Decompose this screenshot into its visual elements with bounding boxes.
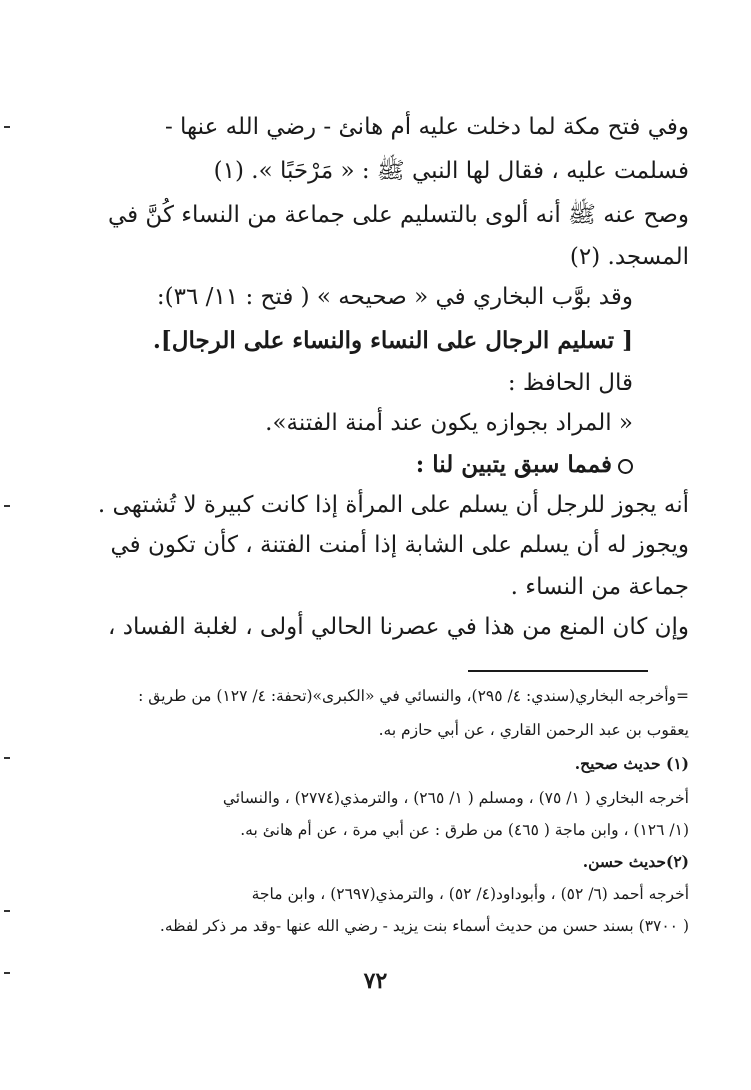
margin-mark <box>4 910 10 912</box>
body-line: وقد بوَّب البخاري في « صحيحه » ( فتح : ١١/ ٣٦): <box>156 284 633 310</box>
footnote-heading: (١) حديث صحيح. <box>574 754 689 773</box>
section-heading: [ تسليم الرجال على النساء والنساء على الرجال]. <box>152 327 633 354</box>
margin-mark <box>4 126 10 128</box>
body-line: ويجوز له أن يسلم على الشابة إذا أمنت الفتنة ، كأن تكون في <box>110 532 689 558</box>
body-line: قال الحافظ : <box>507 370 633 396</box>
body-line: وصح عنه ﷺ أنه ألوى بالتسليم على جماعة من النساء كُنَّ في <box>107 202 689 228</box>
subheading: فمما سبق يتبين لنا : <box>62 448 633 482</box>
body-line: أنه يجوز للرجل أن يسلم على المرأة إذا كانت كبيرة لا تُشتهى . <box>97 492 689 518</box>
footnote-line: ( ٣٧٠٠) بسند حسن من حديث أسماء بنت يزيد - رضي الله عنها -وقد مر ذكر لفظه. <box>159 917 689 935</box>
body-line: وفي فتح مكة لما دخلت عليه أم هانئ - رضي الله عنها - <box>164 114 689 140</box>
footnote-divider <box>468 670 648 672</box>
footnote-heading: (٢)حديث حسن. <box>582 852 689 871</box>
page-number: ٧٢ <box>363 968 388 994</box>
footnote-line: أخرجه أحمد (٦/ ٥٢) ، وأبوداود(٤/ ٥٢) ، والترمذي(٢٦٩٧) ، وابن ماجة <box>251 885 689 903</box>
body-line: المسجد. (٢) <box>569 244 689 270</box>
body-line: جماعة من النساء . <box>510 574 689 600</box>
circle-bullet-icon <box>618 459 633 474</box>
body-line: فسلمت عليه ، فقال لها النبي ﷺ : « مَرْحَبًا ». (١) <box>213 158 689 184</box>
footnote-line: أخرجه البخاري ( ١/ ٧٥) ، ومسلم ( ١/ ٢٦٥) ، والترمذي(٢٧٧٤) ، والنسائي <box>222 789 689 807</box>
footnote-line: =وأخرجه البخاري(سندي: ٤/ ٢٩٥)، والنسائي في «الكبرى»(تحفة: ٤/ ١٢٧) من طريق : <box>138 687 689 705</box>
footnote-line: (١/ ١٢٦) ، وابن ماجة ( ٤٦٥) من طرق : عن أبي مرة ، عن أم هانئ به. <box>240 821 689 839</box>
quote-line: « المراد بجوازه يكون عند أمنة الفتنة». <box>265 410 633 436</box>
margin-mark <box>4 757 10 759</box>
footnote-line: يعقوب بن عبد الرحمن القاري ، عن أبي حازم به. <box>378 721 689 739</box>
body-line: وإن كان المنع من هذا في عصرنا الحالي أولى ، لغلبة الفساد ، <box>108 614 689 640</box>
margin-mark <box>4 505 10 507</box>
